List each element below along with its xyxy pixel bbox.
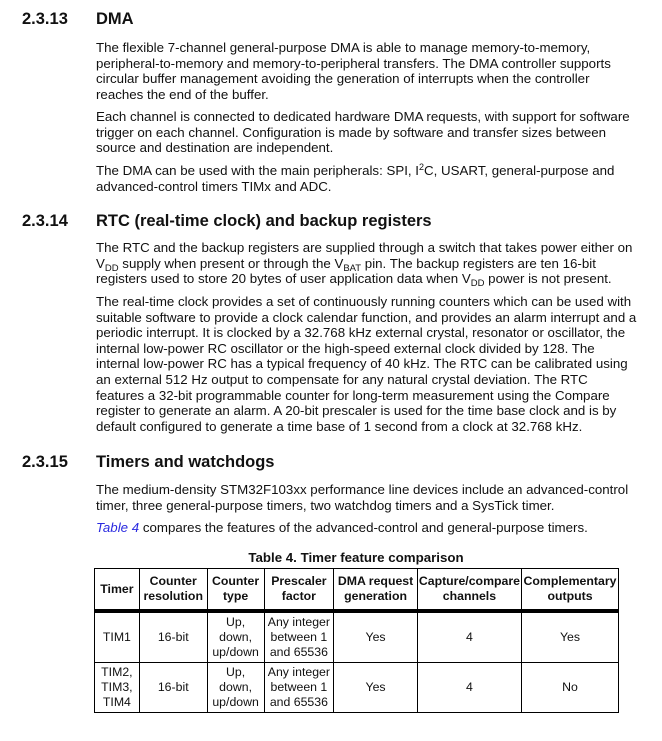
cell-text: between 1: [270, 680, 328, 694]
table-4-link[interactable]: Table 4: [96, 520, 140, 535]
cell-text: TIM4: [102, 695, 131, 709]
cell-complementary: Yes: [521, 611, 618, 663]
header-prescaler-factor: [264, 569, 334, 612]
text-line: an external 512 Hz output to compensate for any natural crystal deviation. The RTC: [96, 371, 588, 387]
text-fragment: registers used to store 20 bytes of user application data when V: [96, 271, 471, 287]
cell-text: up/down: [212, 695, 259, 709]
text-fragment: C, USART, general-purpose and: [424, 163, 615, 178]
dma-paragraph-1: [96, 40, 626, 102]
superscript: 2: [418, 162, 424, 172]
cell-channels: 4: [417, 663, 521, 713]
text-line: features a 32-bit programmable counter for long-term measurement using the Compare: [96, 387, 610, 403]
dma-paragraph-2: [96, 109, 630, 156]
text-fragment: compares the features of the advanced-control and general-purpose timers.: [139, 520, 588, 535]
cell-type: [207, 663, 264, 713]
header-text: Timer: [100, 581, 134, 596]
header-text: resolution: [143, 589, 203, 603]
header-complementary: [521, 569, 618, 612]
cell-text: TIM3,: [101, 680, 133, 694]
header-text: Prescaler: [271, 574, 327, 588]
text-line: periodic interrupt. It is clocked by a 32.768 kHz external crystal, resonator or oscillator, the: [96, 325, 626, 341]
section-title: RTC (real-time clock) and backup registers: [96, 212, 432, 230]
header-text: generation: [344, 589, 407, 603]
section-title: DMA: [96, 10, 134, 28]
cell-text: Any integer: [267, 665, 330, 679]
text-line: The medium-density STM32F103xx performance line devices include an advanced-control: [96, 482, 629, 497]
text-line: [96, 271, 626, 290]
table-row: [95, 663, 619, 713]
cell-timer: [95, 611, 140, 663]
cell-text: TIM1: [102, 630, 131, 644]
text-line: The flexible 7-channel general-purpose DMA is able to manage memory-to-memory,: [96, 40, 591, 55]
cell-text: up/down: [212, 645, 259, 659]
header-text: Counter: [149, 574, 197, 588]
header-text: factor: [281, 589, 316, 603]
text-line: source and destination are independent.: [96, 140, 334, 156]
text-line: [96, 163, 626, 179]
subscript: DD: [470, 278, 485, 290]
subscript: BAT: [343, 262, 362, 274]
rtc-paragraph-2: [96, 294, 637, 434]
header-text: Counter: [212, 574, 260, 588]
cell-type: [207, 611, 264, 663]
cell-text: down,: [219, 680, 252, 694]
timers-paragraph-2: [96, 520, 626, 536]
text-line: suitable software to provide a clock calendar function, and provides an alarm interrupt and a: [96, 309, 637, 325]
cell-channels: 4: [417, 611, 521, 663]
rtc-paragraph-1: [96, 240, 633, 290]
section-number: 2.3.15: [22, 453, 68, 471]
section-heading-rtc: [0, 211, 662, 231]
cell-complementary: No: [521, 663, 618, 713]
text-line: default configured to generate a time base of 1 second from a clock at 32.768 kHz.: [96, 418, 583, 434]
section-number: 2.3.13: [22, 10, 68, 28]
cell-text: TIM2,: [101, 665, 133, 679]
text-line: [96, 520, 626, 536]
section-heading-timers: [0, 452, 662, 472]
subscript: DD: [104, 262, 119, 274]
text-fragment: pin. The backup registers are ten 16-bit: [361, 255, 596, 271]
timers-paragraph-1: [96, 482, 629, 513]
table-row: [95, 611, 619, 663]
timer-feature-table: [94, 568, 619, 713]
text-line: peripheral-to-memory and memory-to-peripheral transfers. The DMA controller supports: [96, 55, 611, 71]
cell-timer: [95, 663, 140, 713]
header-counter-resolution: [139, 569, 207, 612]
cell-dma: Yes: [334, 611, 418, 663]
section-heading-dma: [0, 9, 662, 29]
header-dma-request: [334, 569, 418, 612]
dma-paragraph-3: [96, 163, 626, 194]
text-line: trigger on each channel. Configuration is made by software and transfer sizes between: [96, 124, 607, 140]
cell-text: Any integer: [267, 615, 330, 629]
header-counter-type: [207, 569, 264, 612]
cell-prescaler: [264, 663, 334, 713]
text-fragment: V: [96, 255, 105, 271]
text-line: reaches the end of the buffer.: [96, 86, 269, 102]
text-line: internal low-power RC has a typical frequency of 40 kHz. The RTC can be calibrated using: [96, 356, 628, 372]
header-text: Capture/compare: [418, 574, 520, 588]
table-header-row: [95, 569, 619, 612]
header-text: type: [222, 589, 249, 603]
cell-text: Up,: [226, 665, 246, 679]
cell-prescaler: [264, 611, 334, 663]
section-title: Timers and watchdogs: [96, 453, 275, 471]
cell-resolution: 16-bit: [139, 611, 207, 663]
text-line: circular buffer management avoiding the generation of interrupts when the controller: [96, 71, 590, 87]
header-text: channels: [442, 589, 497, 603]
text-line: register to generate an alarm. A 20-bit prescaler is used for the time base clock and is by: [96, 403, 617, 419]
text-line: internal low-power RC oscillator or the high-speed external clock divided by 128. The: [96, 340, 595, 356]
text-fragment: supply when present or through the V: [118, 255, 344, 271]
header-timer: [95, 569, 140, 612]
header-text: DMA request: [337, 574, 414, 588]
header-text: Complementary: [523, 574, 617, 588]
text-fragment: power is not present.: [484, 271, 612, 287]
cell-resolution: 16-bit: [139, 663, 207, 713]
text-line: Each channel is connected to dedicated hardware DMA requests, with support for software: [96, 109, 630, 124]
header-capture-compare: [417, 569, 521, 612]
text-line: timer, three general-purpose timers, two watchdog timers and a SysTick timer.: [96, 497, 555, 513]
cell-text: between 1: [270, 630, 328, 644]
cell-text: and 65536: [269, 695, 328, 709]
text-line: The RTC and the backup registers are supplied through a switch that takes power either on: [96, 240, 633, 255]
header-text: outputs: [547, 589, 593, 603]
table-caption: Table 4. Timer feature comparison: [248, 550, 464, 565]
cell-text: and 65536: [269, 645, 328, 659]
text-line: [96, 256, 626, 272]
text-line: The real-time clock provides a set of continuously running counters which can be used with: [96, 294, 632, 309]
text-fragment: The DMA can be used with the main peripherals: SPI, I: [96, 163, 419, 178]
text-line: advanced-control timers TIMx and ADC.: [96, 178, 332, 194]
cell-dma: Yes: [334, 663, 418, 713]
cell-text: Up,: [226, 615, 246, 629]
cell-text: down,: [219, 630, 252, 644]
section-number: 2.3.14: [22, 212, 68, 230]
